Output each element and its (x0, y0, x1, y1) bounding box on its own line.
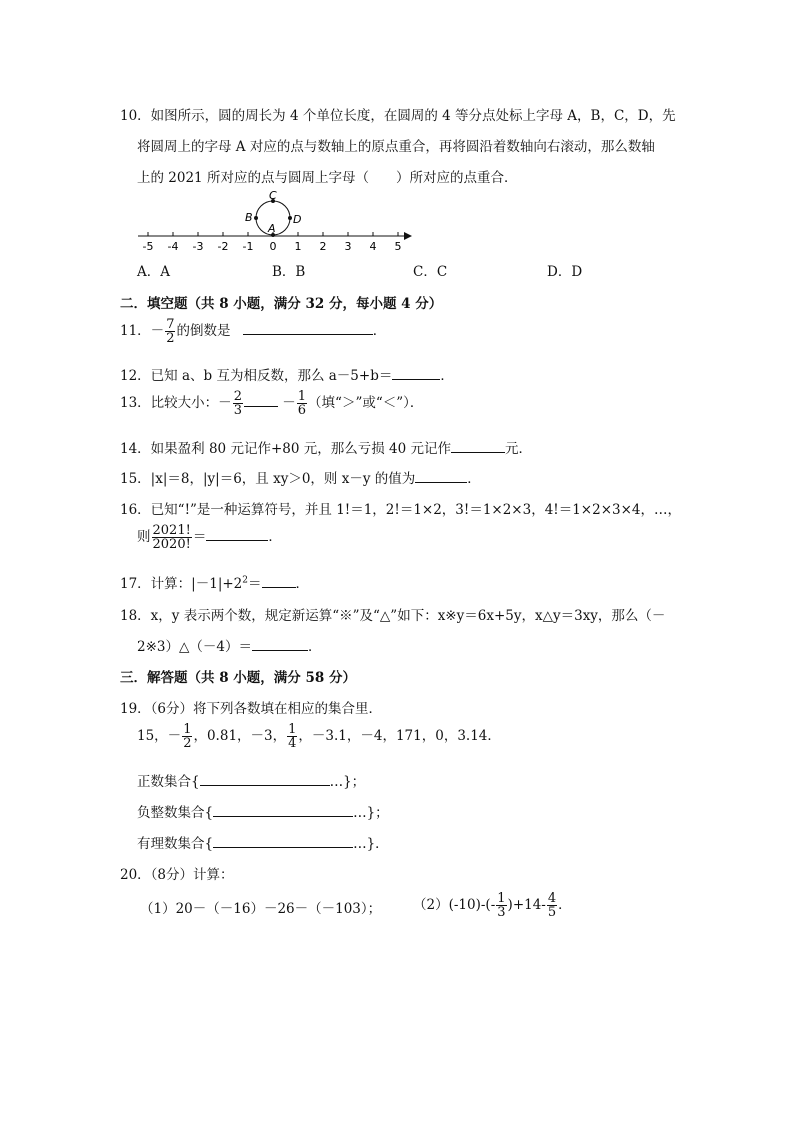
question-14: 14．如果盈利 80 元记作+80 元，那么亏损 40 元记作 元． (120, 441, 532, 457)
label-a: A (268, 222, 276, 235)
tick-label: 5 (394, 240, 402, 253)
q19-title: 19．（6分）将下列各数填在相应的集合里． (120, 701, 383, 717)
question-11: 11．－ $\frac{7}{2}$ 的倒数是 ． (120, 317, 387, 346)
q15-answer-blank[interactable] (415, 470, 467, 483)
tick-label: -4 (167, 240, 179, 253)
q11-answer-blank[interactable] (243, 322, 373, 335)
q20-title: 20．（8分）计算： (120, 867, 234, 883)
q19-fraction-half: $\frac{1}{2}$ (183, 722, 192, 751)
q11-fraction: $\frac{7}{2}$ (166, 317, 175, 346)
question-16-formula: 则 $\frac{2021!}{2020!}$ ＝ ． (137, 523, 282, 552)
tick-label: 1 (294, 240, 302, 253)
question-13: 13．比较大小：－ $\frac{2}{3}$ － $\frac{1}{6}$ （填“＞”或“＜”）． (120, 389, 424, 418)
question-18-line2: 2※3）△（－4）＝ ． (137, 639, 322, 655)
rational-set-blank[interactable] (213, 835, 353, 848)
q18-line1: 18．x，y 表示两个数，规定新运算“※”及“△”如下：x※y＝6x+5y，x△y＝3xy，那么（－ (120, 608, 666, 624)
q13-answer-blank[interactable] (244, 394, 278, 407)
question-17: 17．计算：$|-1|+2^2=$ ． (120, 575, 309, 592)
q10-option-d: D．D (547, 264, 583, 280)
tick-label: -5 (142, 240, 154, 253)
rational-set: 有理数集合{ …}． (137, 836, 389, 852)
axis-arrowhead (404, 232, 412, 240)
q13-fraction-2: $\frac{1}{6}$ (297, 389, 307, 418)
tick-label: 2 (319, 240, 327, 253)
label-c: C (269, 189, 277, 202)
q10-line3: 上的 2021 所对应的点与圆周上字母（ ）所对应的点重合． (137, 170, 518, 186)
point-b (254, 216, 258, 220)
question-15: 15．|x|＝8，|y|＝6，且 xy＞0，则 x－y 的值为 ． (120, 471, 481, 487)
negative-integer-set: 负整数集合{ …}； (137, 805, 389, 821)
q18-answer-blank[interactable] (252, 638, 308, 651)
q10-line1: 10．如图所示，圆的周长为 4 个单位长度，在圆周的 4 等分点处标上字母 A，B，C，D，先 (120, 108, 676, 124)
q20-part2: （2）(-10)-(- $\frac{1}{3}$ )+14- $\frac{4}{5}$ ． (413, 891, 572, 920)
tick-label: 0 (269, 240, 277, 253)
q19-fraction-quarter: $\frac{1}{4}$ (288, 722, 297, 751)
q13-fraction-1: $\frac{2}{3}$ (233, 389, 242, 418)
q10-option-a: A．A (137, 264, 170, 280)
tick-label: 4 (369, 240, 377, 253)
tick-label: 3 (344, 240, 352, 253)
q16-answer-blank[interactable] (206, 528, 268, 541)
tick-label: -3 (192, 240, 204, 253)
number-line-figure (130, 188, 420, 258)
section3-header: 三．解答题（共 8 小题，满分 58 分） (120, 670, 356, 686)
q16-fraction: $\frac{2021!}{2020!}$ (152, 523, 191, 552)
label-d: D (293, 213, 302, 226)
q20-part1: （1）20－（－16）－26－（－103）； (140, 901, 382, 917)
q19-numbers: 15，－ $\frac{1}{2}$ ，0.81，－3， $\frac{1}{4}$ ，－3.1，－4，171，0，3.14． (137, 722, 501, 751)
q10-option-c: C．C (413, 264, 448, 280)
q14-answer-blank[interactable] (451, 440, 505, 453)
q17-answer-blank[interactable] (262, 575, 296, 588)
positive-set-blank[interactable] (200, 773, 330, 786)
question-12: 12．已知 a、b 互为相反数，那么 a－5+b＝ ． (120, 368, 454, 384)
q16-line1: 16．已知“!”是一种运算符号，并且 1!＝1，2!＝1×2，3!＝1×2×3，4!＝1×2×3×4，…， (120, 502, 682, 518)
negative-integer-set-blank[interactable] (213, 804, 353, 817)
positive-set: 正数集合{ …}； (137, 774, 366, 790)
q20-fraction-2: $\frac{4}{5}$ (547, 891, 557, 920)
q12-answer-blank[interactable] (392, 367, 440, 380)
tick-label: -2 (217, 240, 229, 253)
q20-fraction-1: $\frac{1}{3}$ (497, 891, 506, 920)
section2-header: 二．填空题（共 8 小题，满分 32 分，每小题 4 分） (120, 296, 443, 312)
label-b: B (245, 211, 253, 224)
tick-label: -1 (242, 240, 254, 253)
q10-line2: 将圆周上的字母 A 对应的点与数轴上的原点重合，再将圆沿着数轴向右滚动，那么数轴 (137, 139, 655, 155)
q10-option-b: B．B (272, 264, 306, 280)
point-d (288, 216, 292, 220)
